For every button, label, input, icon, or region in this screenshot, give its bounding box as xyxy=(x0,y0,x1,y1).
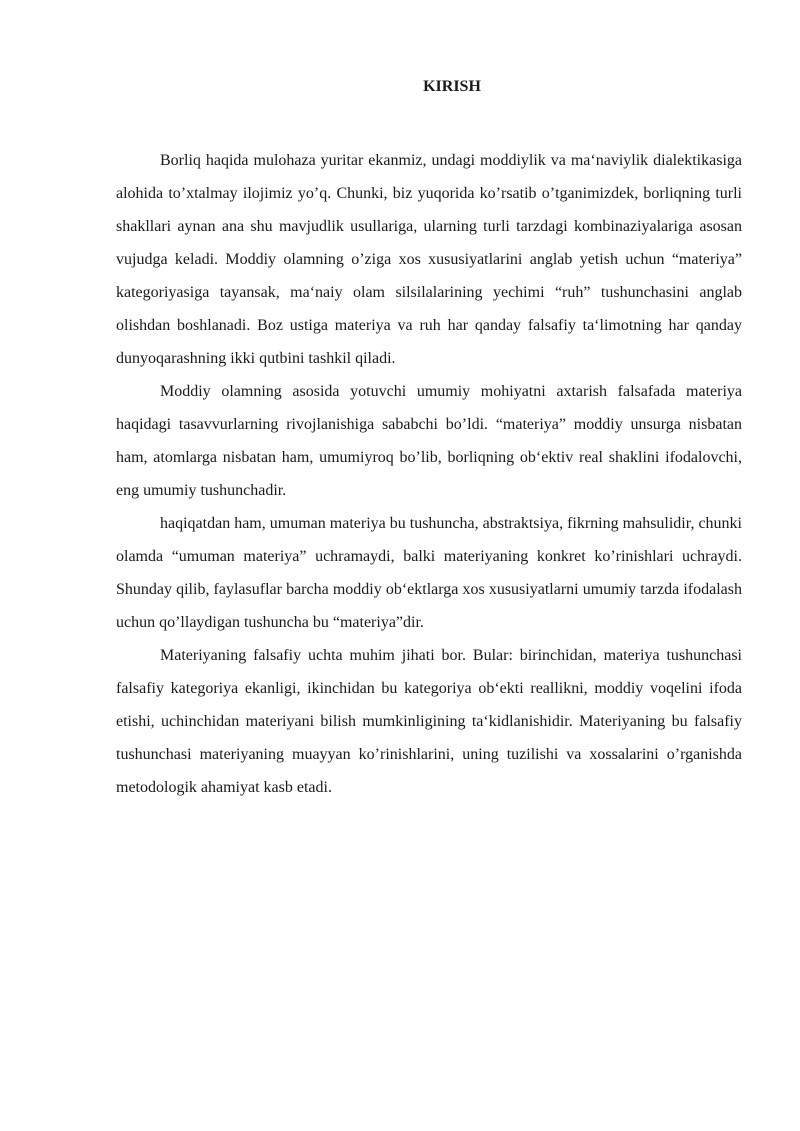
paragraph-2: Moddiy olamning asosida yotuvchi umumiy mohiyatni axtarish falsafada materiya haqidagi tasavvurlarning rivojlanishiga sababchi boʼldi. “materiya” moddiy unsurga nisbatan ham, atomlarga nisbatan ham, umumiyroq boʼlib, borliqning obʻektiv real shaklini ifodalovchi, eng umumiy tushunchadir. xyxy=(116,383,742,499)
paragraph-3: haqiqatdan ham, umuman materiya bu tushuncha, abstraktsiya, fikrning mahsulidir, chunki olamda “umuman materiya” uchramaydi, balki materiyaning konkret koʼrinishlari uchraydi. Shunday qilib, faylasuflar barcha moddiy obʻektlarga xos xususiyatlarni umumiy tarzda ifodalash uchun qoʼllaydigan tushuncha bu “materiya”dir. xyxy=(116,515,742,631)
paragraph-4: Materiyaning falsafiy uchta muhim jihati bor. Bular: birinchidan, materiya tushunchasi falsafiy kategoriya ekanligi, ikinchidan bu kategoriya obʻekti reallikni, moddiy voqelini ifoda etishi, uchinchidan materiyani bilish mumkinligining taʻkidlanishidir. Materiyaning bu falsafiy tushunchasi materiyaning muayyan koʼrinishlarini, uning tuzilishi va xossalarini oʼrganishda metodologik ahamiyat kasb etadi. xyxy=(116,647,742,796)
paragraph-1: Borliq haqida mulohaza yuritar ekanmiz, undagi moddiylik va maʻnaviylik dialektikasiga alohida toʼxtalmay ilojimiz yoʼq. Chunki, biz yuqorida koʼrsatib oʼtganimizdek, borliqning turli shakllari aynan ana shu mavjudlik usullariga, ularning turli tarzdagi kombinaziyalariga asosan vujudga keladi. Moddiy olamning oʼziga xos xususiyatlarini anglab yetish uchun “materiya” kategoriyasiga tayansak, maʻnaiy olam silsilalarining yechimi “ruh” tushunchasini anglab olishdan boshlanadi. Boz ustiga materiya va ruh har qanday falsafiy taʻlimotning har qanday dunyoqarashning ikki qutbini tashkil qiladi. xyxy=(116,152,742,367)
page-title: KIRISH xyxy=(423,78,481,95)
document-body xyxy=(116,144,742,804)
